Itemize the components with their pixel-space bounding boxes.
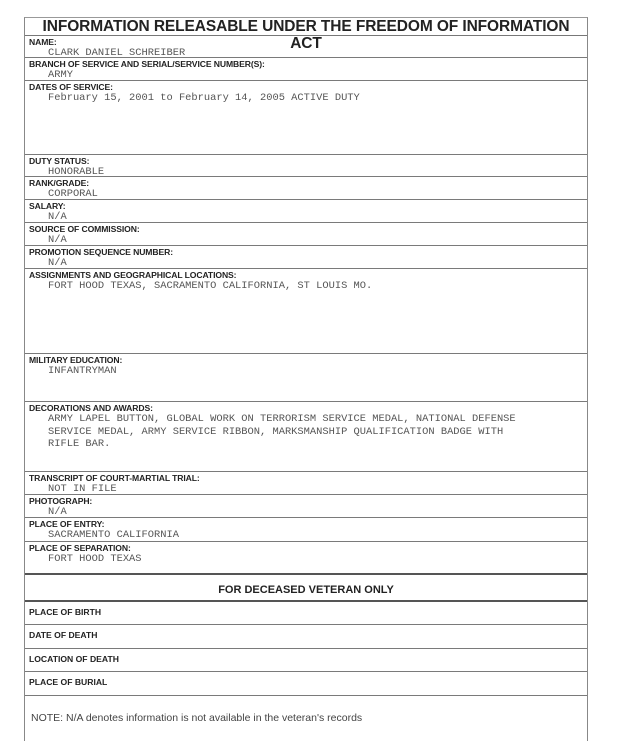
field-label: TRANSCRIPT OF COURT-MARTIAL TRIAL: bbox=[29, 473, 200, 483]
field-label: NAME: bbox=[29, 37, 57, 47]
field-place-of-separation bbox=[25, 542, 587, 575]
field-value: February 15, 2001 to February 14, 2005 ACTIVE DUTY bbox=[48, 92, 360, 104]
field-location-of-death bbox=[25, 649, 587, 672]
field-value: FORT HOOD TEXAS bbox=[48, 553, 142, 565]
field-photograph bbox=[25, 495, 587, 518]
section-heading: FOR DECEASED VETERAN ONLY bbox=[218, 584, 394, 596]
field-label: PHOTOGRAPH: bbox=[29, 496, 93, 506]
field-rank-grade bbox=[25, 177, 587, 200]
deceased-section-header bbox=[25, 575, 587, 602]
field-label: DUTY STATUS: bbox=[29, 156, 90, 166]
field-place-of-birth bbox=[25, 602, 587, 625]
field-value: ARMY bbox=[48, 69, 73, 81]
field-value: NOT IN FILE bbox=[48, 483, 117, 495]
field-value: HONORABLE bbox=[48, 166, 105, 178]
form-title: INFORMATION RELEASABLE UNDER THE FREEDOM OF INFORMATION ACT bbox=[25, 18, 587, 36]
field-label: RANK/GRADE: bbox=[29, 178, 90, 188]
field-label: DATE OF DEATH bbox=[29, 630, 98, 640]
field-value: CLARK DANIEL SCHREIBER bbox=[48, 47, 186, 59]
field-label: MILITARY EDUCATION: bbox=[29, 355, 123, 365]
field-name bbox=[25, 36, 587, 58]
field-label: PROMOTION SEQUENCE NUMBER: bbox=[29, 247, 173, 257]
field-label: SOURCE OF COMMISSION: bbox=[29, 224, 140, 234]
field-duty-status bbox=[25, 155, 587, 177]
field-date-of-death bbox=[25, 625, 587, 649]
field-place-of-entry bbox=[25, 518, 587, 542]
field-label: BRANCH OF SERVICE AND SERIAL/SERVICE NUMBER(S): bbox=[29, 59, 265, 69]
field-label: PLACE OF BURIAL bbox=[29, 677, 108, 687]
field-branch bbox=[25, 58, 587, 81]
field-label: LOCATION OF DEATH bbox=[29, 654, 119, 664]
field-label: DATES OF SERVICE: bbox=[29, 82, 113, 92]
field-label: ASSIGNMENTS AND GEOGRAPHICAL LOCATIONS: bbox=[29, 270, 237, 280]
field-value: SACRAMENTO CALIFORNIA bbox=[48, 529, 179, 541]
field-assignments bbox=[25, 269, 587, 354]
field-label: PLACE OF ENTRY: bbox=[29, 519, 105, 529]
field-value: N/A bbox=[48, 234, 67, 246]
field-label: PLACE OF BIRTH bbox=[29, 607, 102, 617]
field-value: INFANTRYMAN bbox=[48, 365, 117, 377]
field-court-martial-transcript bbox=[25, 472, 587, 495]
field-salary bbox=[25, 200, 587, 223]
field-value: N/A bbox=[48, 257, 67, 269]
field-decorations-awards bbox=[25, 402, 587, 472]
field-dates-of-service bbox=[25, 81, 587, 155]
field-military-education bbox=[25, 354, 587, 402]
field-value: CORPORAL bbox=[48, 188, 98, 200]
field-place-of-burial bbox=[25, 672, 587, 696]
field-promotion-sequence bbox=[25, 246, 587, 269]
field-label: PLACE OF SEPARATION: bbox=[29, 543, 131, 553]
note-section bbox=[25, 696, 587, 741]
field-value: FORT HOOD TEXAS, SACRAMENTO CALIFORNIA, ST LOUIS MO. bbox=[48, 280, 373, 292]
field-source-of-commission bbox=[25, 223, 587, 246]
field-value: N/A bbox=[48, 211, 67, 223]
field-label: SALARY: bbox=[29, 201, 66, 211]
note-text: NOTE: N/A denotes information is not available in the veteran's records bbox=[31, 712, 363, 724]
field-value: ARMY LAPEL BUTTON, GLOBAL WORK ON TERRORISM SERVICE MEDAL, NATIONAL DEFENSE SERVICE MEDAL, ARMY SERVICE RIBBON, MARKSMANSHIP QUALIFICATION BADGE WITH RIFLE BAR. bbox=[48, 413, 516, 450]
field-label: DECORATIONS AND AWARDS: bbox=[29, 403, 153, 413]
foia-form bbox=[24, 17, 588, 741]
field-value: N/A bbox=[48, 506, 67, 518]
